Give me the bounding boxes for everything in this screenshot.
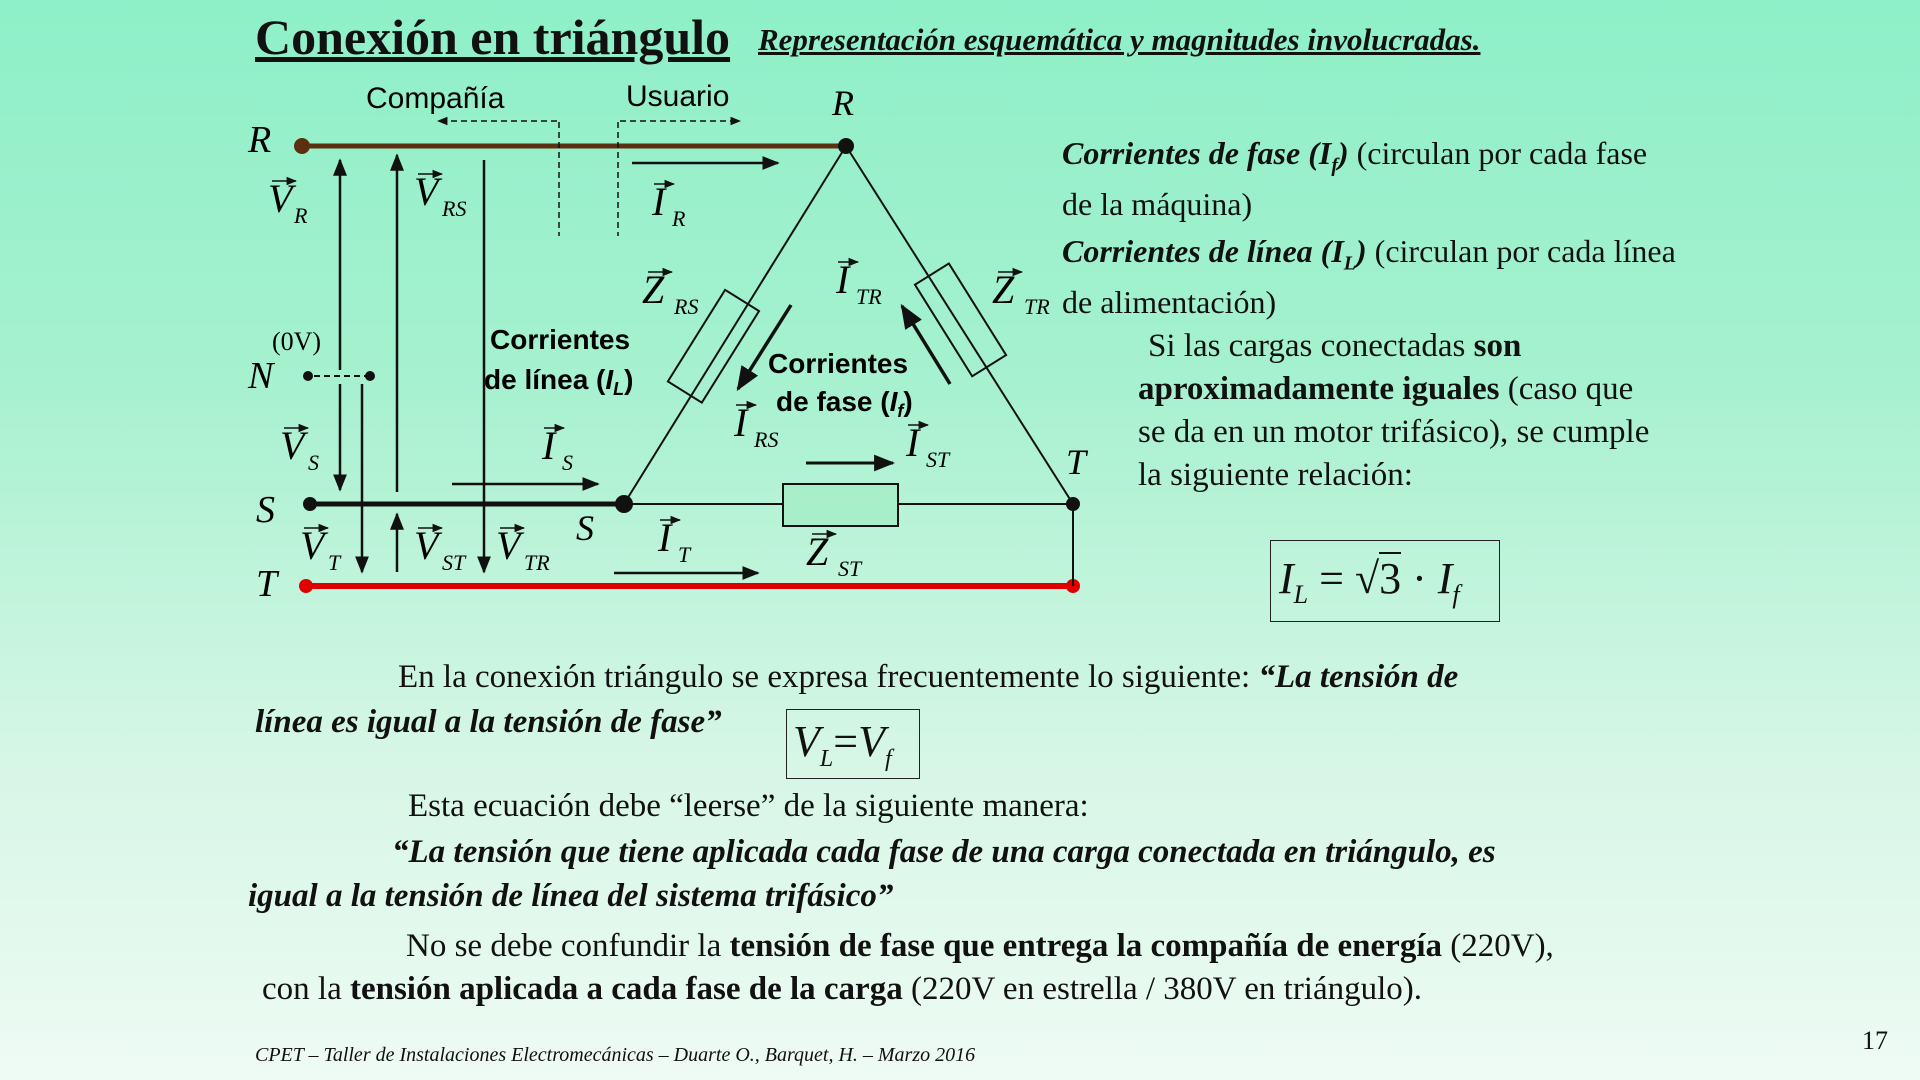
svg-text:V: V [414, 523, 439, 568]
delta-side-tr [846, 146, 1073, 504]
terminal-r-dot [294, 138, 310, 154]
label-itr [835, 257, 882, 309]
slide-subtitle: Representación esquemática y magnitudes involucradas. [758, 22, 1481, 57]
node-label-t: T [1066, 442, 1087, 482]
phase-currents-annotation-1: Corrientes [768, 348, 909, 379]
svg-text:T: T [328, 550, 341, 575]
svg-text:S: S [562, 450, 573, 475]
svg-text:I: I [734, 400, 748, 445]
label-is [541, 423, 573, 475]
svg-text:TR: TR [856, 284, 882, 309]
svg-text:T: T [678, 542, 691, 567]
paragraph-3-line-2: igual a la tensión de línea del sistema trifásico” [248, 878, 894, 914]
footer: CPET – Taller de Instalaciones Electromecánicas – Duarte O., Barquet, H. – Marzo 2016 [255, 1044, 976, 1066]
svg-text:I: I [836, 257, 850, 302]
paragraph-4-line-1: No se debe confundir la tensión de fase que entrega la compañía de energía (220V), [406, 928, 1554, 964]
label-zst [806, 529, 863, 581]
line-label-n: N [248, 355, 274, 397]
paragraph-4-line-2: con la tensión aplicada a cada fase de la carga (220V en estrella / 380V en triángulo). [262, 971, 1423, 1007]
svg-text:R: R [672, 206, 686, 231]
svg-text:V: V [300, 523, 325, 568]
line-currents-annotation-1: Corrientes [490, 324, 631, 355]
label-it [657, 515, 692, 567]
paragraph-2: Esta ecuación debe “leerse” de la siguiente manera: [408, 788, 1089, 824]
terminal-t-dot [299, 579, 313, 593]
node-label-s: S [576, 508, 594, 548]
svg-text:V: V [268, 176, 293, 221]
svg-text:S: S [308, 450, 319, 475]
line-phase-voltage-formula-box [786, 709, 920, 779]
svg-text:ST: ST [838, 556, 862, 581]
svg-text:I: I [658, 515, 672, 560]
svg-text:I: I [542, 423, 556, 468]
node-t-dot [1066, 497, 1080, 511]
node-label-r: R [832, 83, 854, 123]
svg-text:RS: RS [442, 196, 467, 221]
neutral-voltage-label: (0V) [272, 327, 322, 356]
line-label-t: T [256, 563, 278, 605]
svg-text:TR: TR [1024, 294, 1050, 319]
svg-text:ST: ST [442, 550, 466, 575]
label-vrs [414, 169, 466, 221]
relation-paragraph: Si las cargas conectadas son aproximadamente iguales (caso que se da en un motor trifásico), se cumple la siguiente relación: [1138, 328, 1650, 493]
terminal-s-dot [303, 497, 317, 511]
phase-currents-annotation-2: de fase $(I_f)$ [776, 386, 913, 421]
page-number: 17 [1862, 1026, 1888, 1055]
company-label: Compañía [366, 82, 505, 115]
svg-text:RS: RS [674, 294, 699, 319]
svg-text:R: R [294, 203, 308, 228]
svg-text:RS: RS [754, 427, 779, 452]
svg-text:V: V [414, 169, 439, 214]
label-ist [905, 420, 951, 472]
impedance-zst-box [783, 484, 898, 526]
label-vs [280, 423, 319, 475]
paragraph-3-line-1: “La tensión que tiene aplicada cada fase de una carga conectada en triángulo, es [392, 834, 1496, 870]
label-vtr [496, 523, 550, 575]
label-irs [733, 400, 778, 452]
node-s-dot [615, 495, 633, 513]
svg-text:ST: ST [926, 447, 950, 472]
svg-text:I: I [906, 420, 920, 465]
line-currents-definition: Corrientes de línea $(I_L)$ (circulan por cada línea de alimentación) [1062, 233, 1676, 321]
svg-text:I: I [652, 179, 666, 224]
slide-title: Conexión en triángulo [255, 9, 731, 65]
svg-text:Z: Z [806, 529, 829, 574]
svg-text:V: V [280, 423, 305, 468]
user-label: Usuario [626, 80, 730, 113]
svg-text:Z: Z [992, 267, 1015, 312]
svg-text:V: V [496, 523, 521, 568]
svg-text:Z: Z [642, 267, 665, 312]
node-r-dot [838, 138, 854, 154]
terminal-n-dot [303, 371, 313, 381]
paragraph-1-line-1: En la conexión triángulo se expresa frecuentemente lo siguiente: “La tensión de [398, 659, 1459, 695]
line-currents-annotation-2: de línea $(I_L)$ [484, 364, 634, 399]
phase-currents-definition: Corrientes de fase $(I_f)$ (circulan por cada fase de la máquina) [1062, 135, 1648, 223]
label-zrs [642, 267, 698, 319]
line-phase-current-formula-box [1270, 540, 1500, 622]
line-label-s: S [256, 489, 275, 531]
svg-text:TR: TR [524, 550, 550, 575]
line-phase-voltage-formula: $V_L=V_f$ [793, 717, 892, 772]
label-vt [300, 523, 342, 575]
label-ztr [992, 267, 1050, 319]
label-vr [268, 176, 308, 228]
line-label-r: R [248, 119, 272, 161]
neutral-junction-dot [365, 371, 375, 381]
paragraph-1-line-2: línea es igual a la tensión de fase” [255, 704, 722, 740]
itr-arrow [902, 306, 950, 384]
line-phase-current-formula: $I_L = √3 \cdot I_f$ [1279, 554, 1460, 609]
label-ir [651, 179, 686, 231]
label-vst [414, 523, 467, 575]
